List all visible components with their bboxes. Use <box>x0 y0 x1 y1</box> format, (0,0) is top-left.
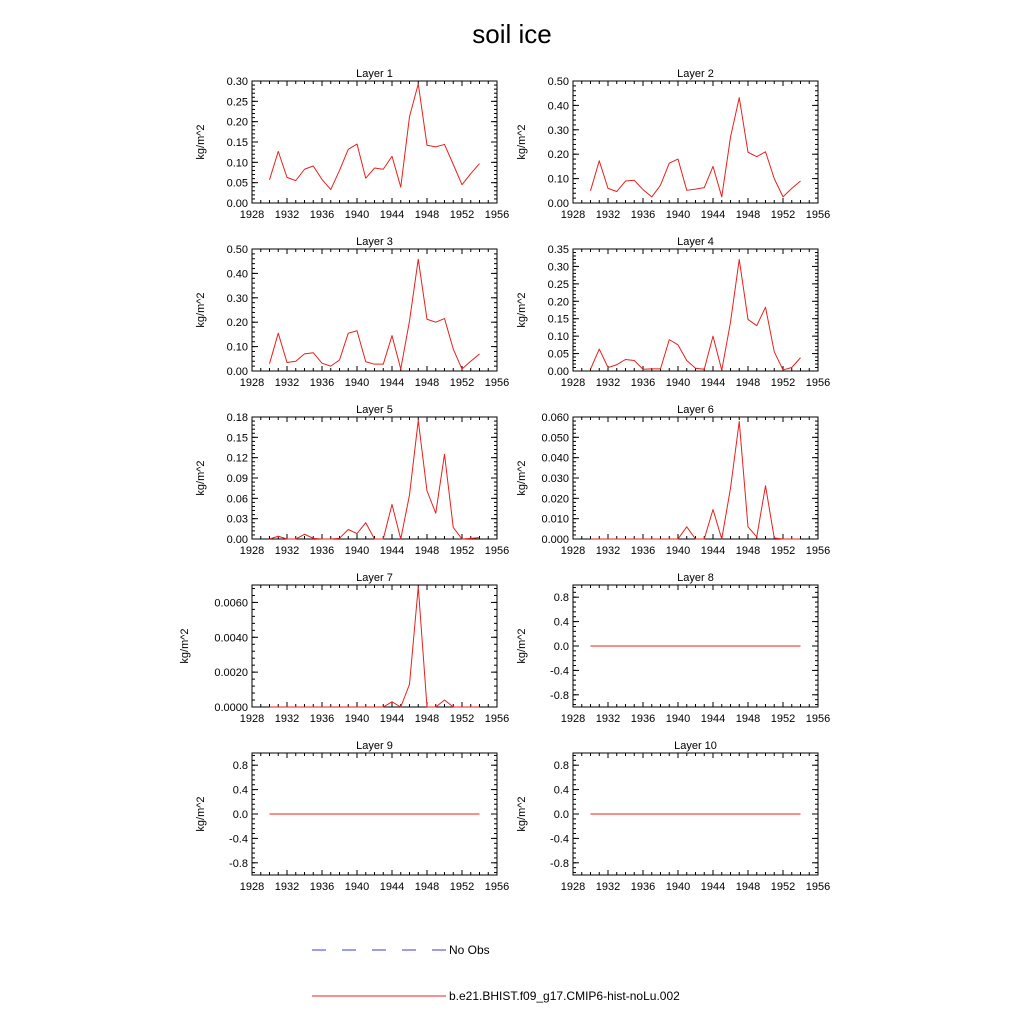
x-tick-label: 1956 <box>805 209 831 221</box>
x-tick-label: 1932 <box>274 545 300 557</box>
plot-frame <box>252 249 497 371</box>
x-tick-label: 1928 <box>239 209 265 221</box>
x-tick-label: 1936 <box>309 377 335 389</box>
y-tick-label: 0.40 <box>226 268 248 281</box>
plot-frame <box>573 249 818 371</box>
y-tick-label: 0.30 <box>226 76 248 88</box>
y-tick-label: 0.030 <box>541 473 569 485</box>
y-tick-label: 0.4 <box>553 616 569 629</box>
y-tick-label: -0.8 <box>550 857 569 870</box>
y-tick-label: 0.00 <box>547 366 569 378</box>
x-tick-label: 1944 <box>700 545 726 557</box>
y-tick-label: 0.50 <box>547 76 569 88</box>
y-tick-label: 0.15 <box>226 432 248 445</box>
y-tick-label: 0.8 <box>553 592 569 605</box>
x-tick-label: 1940 <box>344 713 370 725</box>
x-tick-label: 1948 <box>414 881 440 893</box>
x-tick-label: 1940 <box>665 545 691 557</box>
x-tick-label: 1932 <box>595 881 621 893</box>
y-tick-label: 0.30 <box>226 292 248 305</box>
x-tick-label: 1952 <box>449 209 475 221</box>
panel-layer-2 <box>516 68 830 221</box>
x-tick-label: 1928 <box>239 881 265 893</box>
y-tick-label: 0.50 <box>226 244 248 256</box>
x-tick-label: 1944 <box>700 881 726 893</box>
x-tick-label: 1956 <box>805 881 831 893</box>
x-tick-label: 1932 <box>274 377 300 389</box>
y-tick-label: 0.20 <box>226 317 248 330</box>
series-line-model <box>270 587 480 707</box>
x-tick-label: 1928 <box>560 545 586 557</box>
panel-title: Layer 9 <box>356 740 393 752</box>
x-tick-label: 1944 <box>700 377 726 389</box>
x-tick-label: 1944 <box>379 713 405 725</box>
panel-layer-3 <box>195 236 509 389</box>
x-tick-label: 1936 <box>309 545 335 557</box>
x-tick-label: 1928 <box>239 713 265 725</box>
plot-frame <box>573 417 818 539</box>
panel-layer-9 <box>195 740 509 893</box>
y-tick-label: 0.10 <box>547 173 569 186</box>
x-tick-label: 1928 <box>239 377 265 389</box>
panel-layer-6 <box>516 404 830 557</box>
x-tick-label: 1936 <box>630 209 656 221</box>
y-tick-label: 0.03 <box>226 513 248 526</box>
panel-grid <box>179 68 830 893</box>
x-tick-label: 1944 <box>379 377 405 389</box>
y-tick-label: 0.0060 <box>214 597 248 610</box>
plot-frame <box>252 585 497 707</box>
y-axis-label: kg/m^2 <box>516 292 528 328</box>
y-tick-label: 0.040 <box>541 452 569 465</box>
x-tick-label: 1928 <box>560 713 586 725</box>
y-tick-label: 0.15 <box>226 137 248 149</box>
y-tick-label: 0.000 <box>541 534 569 546</box>
legend-no-obs-label: No Obs <box>449 943 490 957</box>
x-tick-label: 1952 <box>770 377 796 389</box>
x-tick-label: 1932 <box>274 713 300 725</box>
x-tick-label: 1936 <box>309 713 335 725</box>
panel-title: Layer 8 <box>677 572 714 584</box>
y-tick-label: 0.0 <box>553 641 569 653</box>
y-tick-label: 0.050 <box>541 432 569 445</box>
series-line-model <box>270 420 480 539</box>
x-tick-label: 1952 <box>770 713 796 725</box>
panel-title: Layer 5 <box>356 404 393 416</box>
y-tick-label: 0.20 <box>226 116 248 129</box>
x-tick-label: 1956 <box>484 545 510 557</box>
y-tick-label: 0.12 <box>226 452 248 465</box>
x-tick-label: 1948 <box>735 545 761 557</box>
x-tick-label: 1936 <box>630 881 656 893</box>
x-tick-label: 1940 <box>344 545 370 557</box>
y-axis-label: kg/m^2 <box>516 628 528 664</box>
legend <box>312 943 680 1003</box>
y-tick-label: 0.0000 <box>214 702 248 714</box>
x-tick-label: 1936 <box>309 209 335 221</box>
x-tick-label: 1952 <box>449 881 475 893</box>
x-tick-label: 1940 <box>665 713 691 725</box>
plot-frame <box>252 81 497 203</box>
y-tick-label: 0.0020 <box>214 667 248 680</box>
x-tick-label: 1944 <box>379 545 405 557</box>
y-axis-label: kg/m^2 <box>516 124 528 160</box>
series-line-model <box>270 84 480 190</box>
x-tick-label: 1948 <box>735 881 761 893</box>
y-tick-label: 0.00 <box>226 198 248 210</box>
x-tick-label: 1944 <box>700 209 726 221</box>
x-tick-label: 1956 <box>805 377 831 389</box>
y-tick-label: 0.05 <box>226 177 248 190</box>
y-tick-label: -0.4 <box>550 665 569 678</box>
y-tick-label: 0.8 <box>553 760 569 773</box>
y-axis-label: kg/m^2 <box>179 628 191 664</box>
y-axis-label: kg/m^2 <box>195 292 207 328</box>
y-tick-label: 0.25 <box>547 278 569 291</box>
x-tick-label: 1932 <box>595 545 621 557</box>
panel-layer-8 <box>516 572 830 725</box>
x-tick-label: 1952 <box>449 713 475 725</box>
x-tick-label: 1932 <box>595 377 621 389</box>
x-tick-label: 1956 <box>484 209 510 221</box>
y-tick-label: 0.20 <box>547 149 569 162</box>
x-tick-label: 1948 <box>735 713 761 725</box>
x-tick-label: 1940 <box>665 881 691 893</box>
y-tick-label: 0.10 <box>226 341 248 354</box>
x-tick-label: 1940 <box>344 377 370 389</box>
y-tick-label: 0.40 <box>547 100 569 113</box>
y-tick-label: 0.20 <box>547 296 569 309</box>
y-tick-label: 0.00 <box>226 366 248 378</box>
y-tick-label: 0.4 <box>553 784 569 797</box>
x-tick-label: 1932 <box>274 881 300 893</box>
y-tick-label: 0.020 <box>541 493 569 506</box>
x-tick-label: 1948 <box>735 209 761 221</box>
panel-title: Layer 2 <box>677 68 714 80</box>
y-axis-label: kg/m^2 <box>195 124 207 160</box>
y-tick-label: 0.06 <box>226 493 248 506</box>
y-tick-label: 0.30 <box>547 124 569 137</box>
panel-layer-4 <box>516 236 830 389</box>
x-tick-label: 1952 <box>449 377 475 389</box>
x-tick-label: 1948 <box>414 713 440 725</box>
panel-layer-5 <box>195 404 509 557</box>
panel-layer-10 <box>516 740 830 893</box>
y-tick-label: 0.10 <box>226 157 248 170</box>
y-tick-label: 0.0 <box>553 809 569 821</box>
x-tick-label: 1936 <box>630 545 656 557</box>
panel-layer-1 <box>195 68 509 221</box>
y-tick-label: 0.4 <box>232 784 248 797</box>
y-tick-label: 0.10 <box>547 331 569 344</box>
panel-title: Layer 10 <box>674 740 717 752</box>
y-tick-label: 0.0040 <box>214 632 248 645</box>
series-line-model <box>591 421 801 539</box>
y-tick-label: -0.4 <box>550 833 569 846</box>
panel-title: Layer 4 <box>677 236 714 248</box>
panel-title: Layer 6 <box>677 404 714 416</box>
y-tick-label: 0.010 <box>541 513 569 526</box>
x-tick-label: 1940 <box>344 209 370 221</box>
y-tick-label: 0.0 <box>232 809 248 821</box>
y-tick-label: 0.15 <box>547 313 569 326</box>
y-tick-label: -0.8 <box>550 689 569 702</box>
y-tick-label: -0.8 <box>229 857 248 870</box>
x-tick-label: 1956 <box>484 713 510 725</box>
plot-frame <box>252 417 497 539</box>
y-axis-label: kg/m^2 <box>195 460 207 496</box>
y-tick-label: 0.18 <box>226 412 248 424</box>
x-tick-label: 1928 <box>560 209 586 221</box>
x-tick-label: 1948 <box>414 209 440 221</box>
x-tick-label: 1940 <box>665 377 691 389</box>
x-tick-label: 1944 <box>379 209 405 221</box>
panel-layer-7 <box>179 572 509 725</box>
x-tick-label: 1956 <box>484 881 510 893</box>
x-tick-label: 1952 <box>770 545 796 557</box>
x-tick-label: 1940 <box>665 209 691 221</box>
panel-title: Layer 1 <box>356 68 393 80</box>
x-tick-label: 1948 <box>735 377 761 389</box>
y-tick-label: 0.05 <box>547 348 569 361</box>
x-tick-label: 1948 <box>414 545 440 557</box>
x-tick-label: 1944 <box>379 881 405 893</box>
legend-model-label: b.e21.BHIST.f09_g17.CMIP6-hist-noLu.002 <box>449 989 680 1003</box>
y-tick-label: -0.4 <box>229 833 248 846</box>
y-tick-label: 0.25 <box>226 96 248 109</box>
y-tick-label: 0.35 <box>547 244 569 256</box>
x-tick-label: 1928 <box>239 545 265 557</box>
y-tick-label: 0.00 <box>226 534 248 546</box>
y-tick-label: 0.30 <box>547 261 569 274</box>
figure-title: soil ice <box>472 19 552 49</box>
x-tick-label: 1956 <box>805 545 831 557</box>
x-tick-label: 1956 <box>484 377 510 389</box>
series-line-model <box>270 259 480 369</box>
x-tick-label: 1952 <box>770 209 796 221</box>
x-tick-label: 1952 <box>449 545 475 557</box>
series-line-model <box>591 259 801 370</box>
x-tick-label: 1948 <box>414 377 440 389</box>
x-tick-label: 1952 <box>770 881 796 893</box>
panel-title: Layer 7 <box>356 572 393 584</box>
y-axis-label: kg/m^2 <box>195 796 207 832</box>
y-axis-label: kg/m^2 <box>516 796 528 832</box>
panel-title: Layer 3 <box>356 236 393 248</box>
x-tick-label: 1932 <box>274 209 300 221</box>
x-tick-label: 1936 <box>309 881 335 893</box>
x-tick-label: 1940 <box>344 881 370 893</box>
x-tick-label: 1932 <box>595 713 621 725</box>
plot-frame <box>573 81 818 203</box>
x-tick-label: 1928 <box>560 881 586 893</box>
y-tick-label: 0.060 <box>541 412 569 424</box>
x-tick-label: 1928 <box>560 377 586 389</box>
x-tick-label: 1932 <box>595 209 621 221</box>
x-tick-label: 1936 <box>630 713 656 725</box>
y-axis-label: kg/m^2 <box>516 460 528 496</box>
x-tick-label: 1936 <box>630 377 656 389</box>
y-tick-label: 0.8 <box>232 760 248 773</box>
x-tick-label: 1944 <box>700 713 726 725</box>
x-tick-label: 1956 <box>805 713 831 725</box>
y-tick-label: 0.09 <box>226 473 248 485</box>
series-line-model <box>591 98 801 197</box>
y-tick-label: 0.00 <box>547 198 569 210</box>
